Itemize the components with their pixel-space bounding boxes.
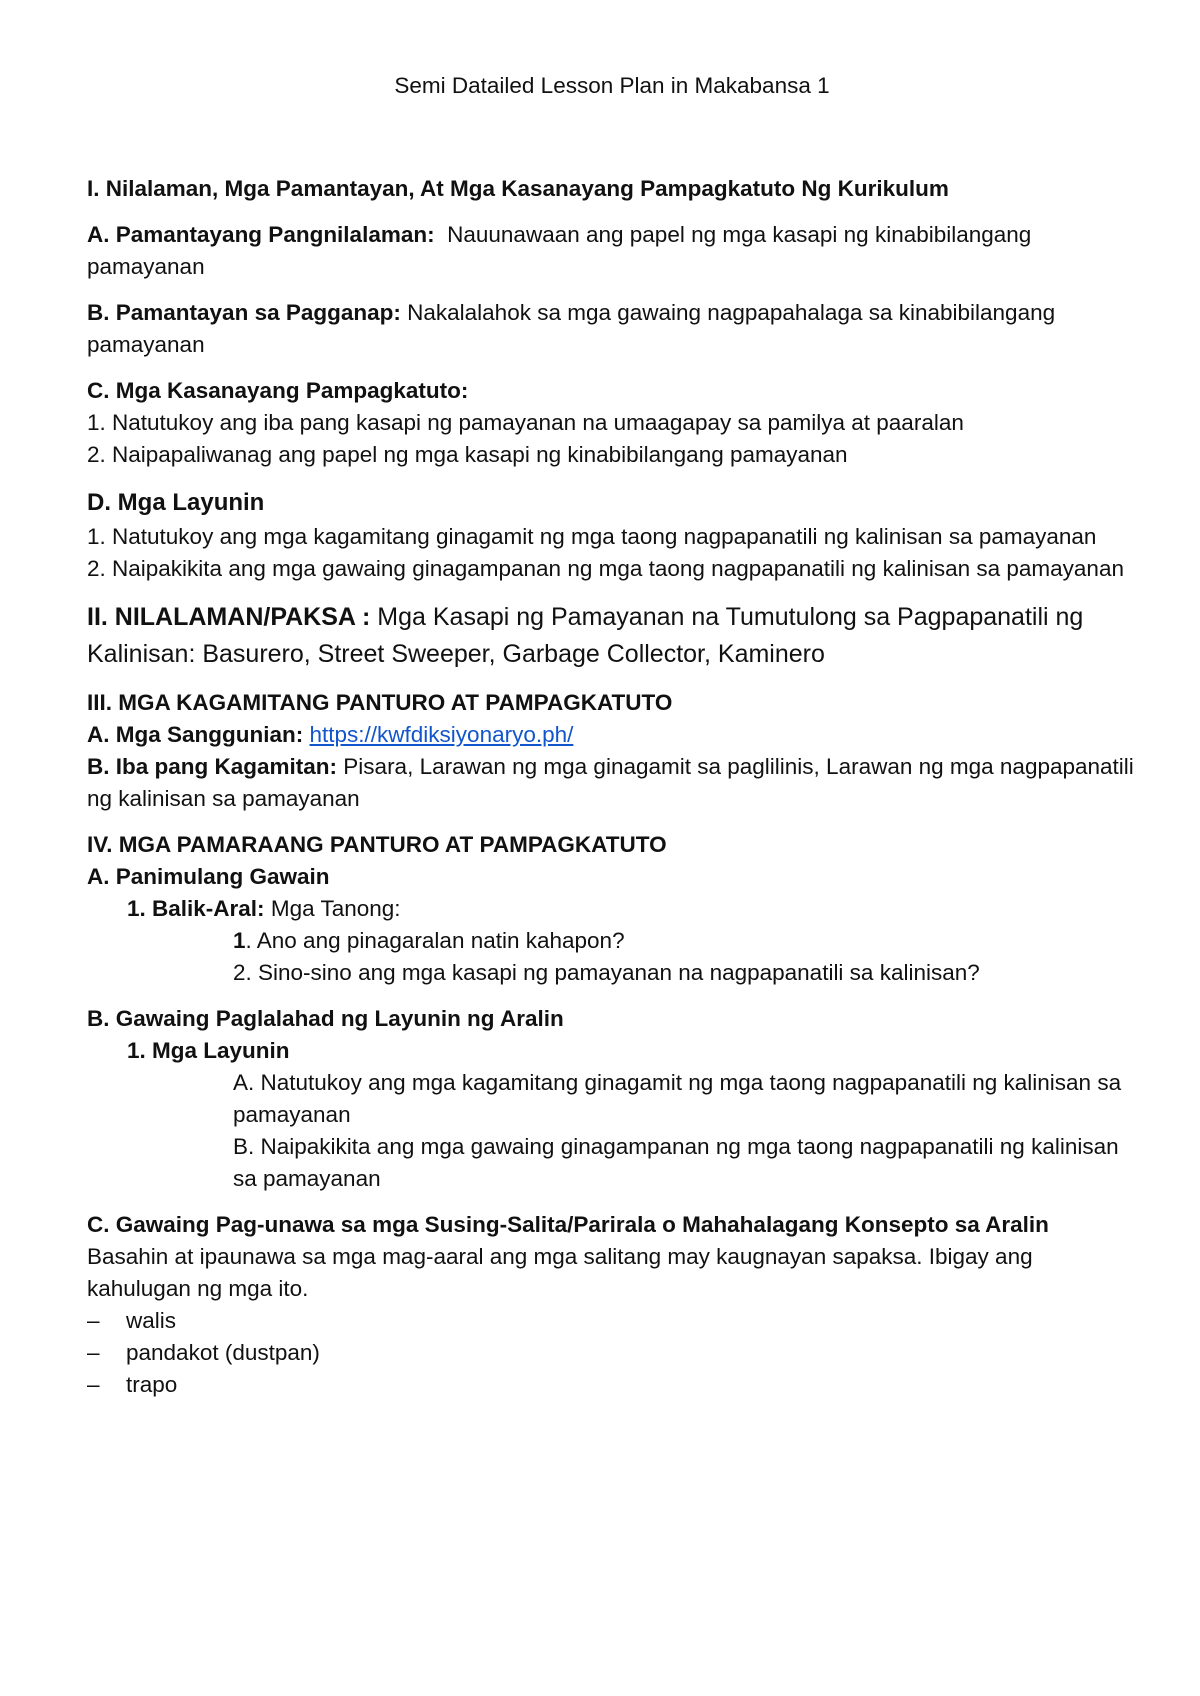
review-label: 1. Balik-Aral: — [127, 896, 265, 921]
question-number: 1 — [233, 928, 246, 953]
objective-presentation-heading: B. Gawaing Paglalahad ng Layunin ng Aralin — [87, 1006, 564, 1031]
key-terms-heading: C. Gawaing Pag-unawa sa mga Susing-Salita/Parirala o Mahahalagang Konsepto sa Aralin — [87, 1212, 1049, 1237]
key-term-text: pandakot (dustpan) — [126, 1340, 320, 1365]
learning-competencies-heading: C. Mga Kasanayang Pampagkatuto: — [87, 378, 469, 403]
review-line — [87, 893, 1137, 925]
section-4-heading: IV. MGA PAMARAANG PANTURO AT PAMPAGKATUTO — [87, 832, 667, 857]
objectives-heading: D. Mga Layunin — [87, 489, 265, 516]
document-page — [87, 64, 1137, 1401]
other-materials-line — [87, 751, 1137, 815]
key-term-item — [87, 1305, 1137, 1337]
references-line — [87, 719, 1137, 751]
objective-item: 2. Naipakikita ang mga gawaing ginagampanan ng mga taong nagpapanatili ng kalinisan sa pamayanan — [87, 556, 1124, 581]
question-text: . Ano ang pinagaralan natin kahapon? — [245, 928, 625, 953]
content-standard-text: Nauunawaan ang papel ng mga kasapi ng kinabibilangang pamayanan — [87, 222, 1032, 279]
learning-competency-item: 2. Naipapaliwanag ang papel ng mga kasapi ng kinabibilangang pamayanan — [87, 442, 848, 467]
key-term-text: walis — [126, 1308, 177, 1333]
section-2-label: II. NILALAMAN/PAKSA : — [87, 603, 371, 631]
review-question — [87, 957, 1137, 989]
objective-presentation-subheading: 1. Mga Layunin — [127, 1038, 290, 1063]
references-label: A. Mga Sanggunian: — [87, 722, 304, 747]
content-standard — [87, 219, 1137, 283]
objective-presentation-item: B. Naipakikita ang mga gawaing ginagampanan ng mga taong nagpapanatili ng kalinisan sa pamayanan — [233, 1134, 1119, 1191]
other-materials-text: Pisara, Larawan ng mga ginagamit sa paglilinis, Larawan ng mga nagpapanatili ng kalinisan sa pamayanan — [87, 754, 1134, 811]
references-link[interactable]: https://kwfdiksiyonaryo.ph/ — [309, 722, 574, 747]
key-term-item — [87, 1337, 1137, 1369]
document-title: Semi Datailed Lesson Plan in Makabansa 1 — [394, 73, 830, 98]
introductory-activity-heading: A. Panimulang Gawain — [87, 864, 330, 889]
section-2-topic — [87, 599, 1137, 673]
key-term-text: trapo — [126, 1372, 178, 1397]
question-number: 2 — [233, 960, 246, 985]
review-question — [87, 925, 1137, 957]
key-terms-instruction: Basahin at ipaunawa sa mga mag-aaral ang mga salitang may kaugnayan sapaksa. Ibigay ang kahulugan ng mga ito. — [87, 1244, 1033, 1301]
other-materials-label: B. Iba pang Kagamitan: — [87, 754, 338, 779]
section-1-heading: I. Nilalaman, Mga Pamantayan, At Mga Kasanayang Pampagkatuto Ng Kurikulum — [87, 176, 949, 201]
learning-competency-item: 1. Natutukoy ang iba pang kasapi ng pamayanan na umaagapay sa pamilya at paaralan — [87, 410, 964, 435]
dash-bullet: – — [87, 1372, 100, 1397]
objective-presentation-item: A. Natutukoy ang mga kagamitang ginagamit ng mga taong nagpapanatili ng kalinisan sa pamayanan — [233, 1070, 1122, 1127]
performance-standard-label: B. Pamantayan sa Pagganap: — [87, 300, 401, 325]
question-text: . Sino-sino ang mga kasapi ng pamayanan na nagpapanatili sa kalinisan? — [245, 960, 980, 985]
objective-item: 1. Natutukoy ang mga kagamitang ginagamit ng mga taong nagpapanatili ng kalinisan sa pamayanan — [87, 524, 1097, 549]
review-text: Mga Tanong: — [270, 896, 401, 921]
section-2-text: Mga Kasapi ng Pamayanan na Tumutulong sa Pagpapanatili ng Kalinisan: Basurero, Street Sweeper, Garbage Collector, Kaminero — [87, 603, 1084, 668]
key-term-item — [87, 1369, 1137, 1401]
performance-standard — [87, 297, 1137, 361]
performance-standard-text: Nakalalahok sa mga gawaing nagpapahalaga sa kinabibilangang pamayanan — [87, 300, 1056, 357]
dash-bullet: – — [87, 1308, 100, 1333]
section-3-heading: III. MGA KAGAMITANG PANTURO AT PAMPAGKATUTO — [87, 690, 673, 715]
content-standard-label: A. Pamantayang Pangnilalaman: — [87, 222, 435, 247]
dash-bullet: – — [87, 1340, 100, 1365]
